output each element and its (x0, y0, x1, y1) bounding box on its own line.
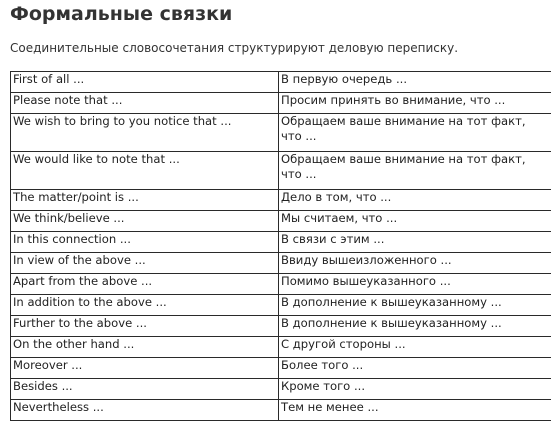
russian-phrase: В первую очередь ... (279, 72, 551, 93)
russian-phrase: Обращаем ваше внимание на тот факт, что ... (279, 152, 551, 190)
english-phrase: Further to the above ... (11, 316, 279, 337)
english-phrase: Besides ... (11, 379, 279, 400)
russian-phrase: Просим принять во внимание, что ... (279, 93, 551, 114)
table-row (11, 253, 551, 274)
table-row (11, 211, 551, 232)
russian-phrase: Обращаем ваше внимание на тот факт, что ... (279, 114, 551, 152)
english-phrase: Nevertheless ... (11, 400, 279, 421)
phrase-table (10, 71, 551, 421)
english-phrase: We think/believe ... (11, 211, 279, 232)
russian-phrase: В связи с этим ... (279, 232, 551, 253)
russian-phrase: Более того ... (279, 358, 551, 379)
english-phrase: First of all ... (11, 72, 279, 93)
english-phrase: We wish to bring to you notice that ... (11, 114, 279, 152)
table-row (11, 316, 551, 337)
russian-phrase: С другой стороны ... (279, 337, 551, 358)
table-row (11, 190, 551, 211)
english-phrase: In view of the above ... (11, 253, 279, 274)
russian-phrase: Кроме того ... (279, 379, 551, 400)
table-row (11, 337, 551, 358)
english-phrase: In this connection ... (11, 232, 279, 253)
table-row (11, 295, 551, 316)
table-row (11, 379, 551, 400)
russian-phrase: Тем не менее ... (279, 400, 551, 421)
table-row (11, 358, 551, 379)
russian-phrase: Ввиду вышеизложенного ... (279, 253, 551, 274)
intro-text: Соединительные словосочетания структурируют деловую переписку. (10, 41, 459, 55)
russian-phrase: Дело в том, что ... (279, 190, 551, 211)
english-phrase: The matter/point is ... (11, 190, 279, 211)
russian-phrase: В дополнение к вышеуказанному ... (279, 316, 551, 337)
page-title: Формальные связки (10, 3, 233, 25)
english-phrase: We would like to note that ... (11, 152, 279, 190)
table-row (11, 72, 551, 93)
table-row (11, 232, 551, 253)
table-row (11, 274, 551, 295)
russian-phrase: Мы считаем, что ... (279, 211, 551, 232)
table-row (11, 400, 551, 421)
table-row (11, 93, 551, 114)
english-phrase: In addition to the above ... (11, 295, 279, 316)
table-row (11, 152, 551, 190)
russian-phrase: В дополнение к вышеуказанному ... (279, 295, 551, 316)
english-phrase: On the other hand ... (11, 337, 279, 358)
table-row (11, 114, 551, 152)
russian-phrase: Помимо вышеуказанного ... (279, 274, 551, 295)
english-phrase: Moreover ... (11, 358, 279, 379)
english-phrase: Please note that ... (11, 93, 279, 114)
english-phrase: Apart from the above ... (11, 274, 279, 295)
